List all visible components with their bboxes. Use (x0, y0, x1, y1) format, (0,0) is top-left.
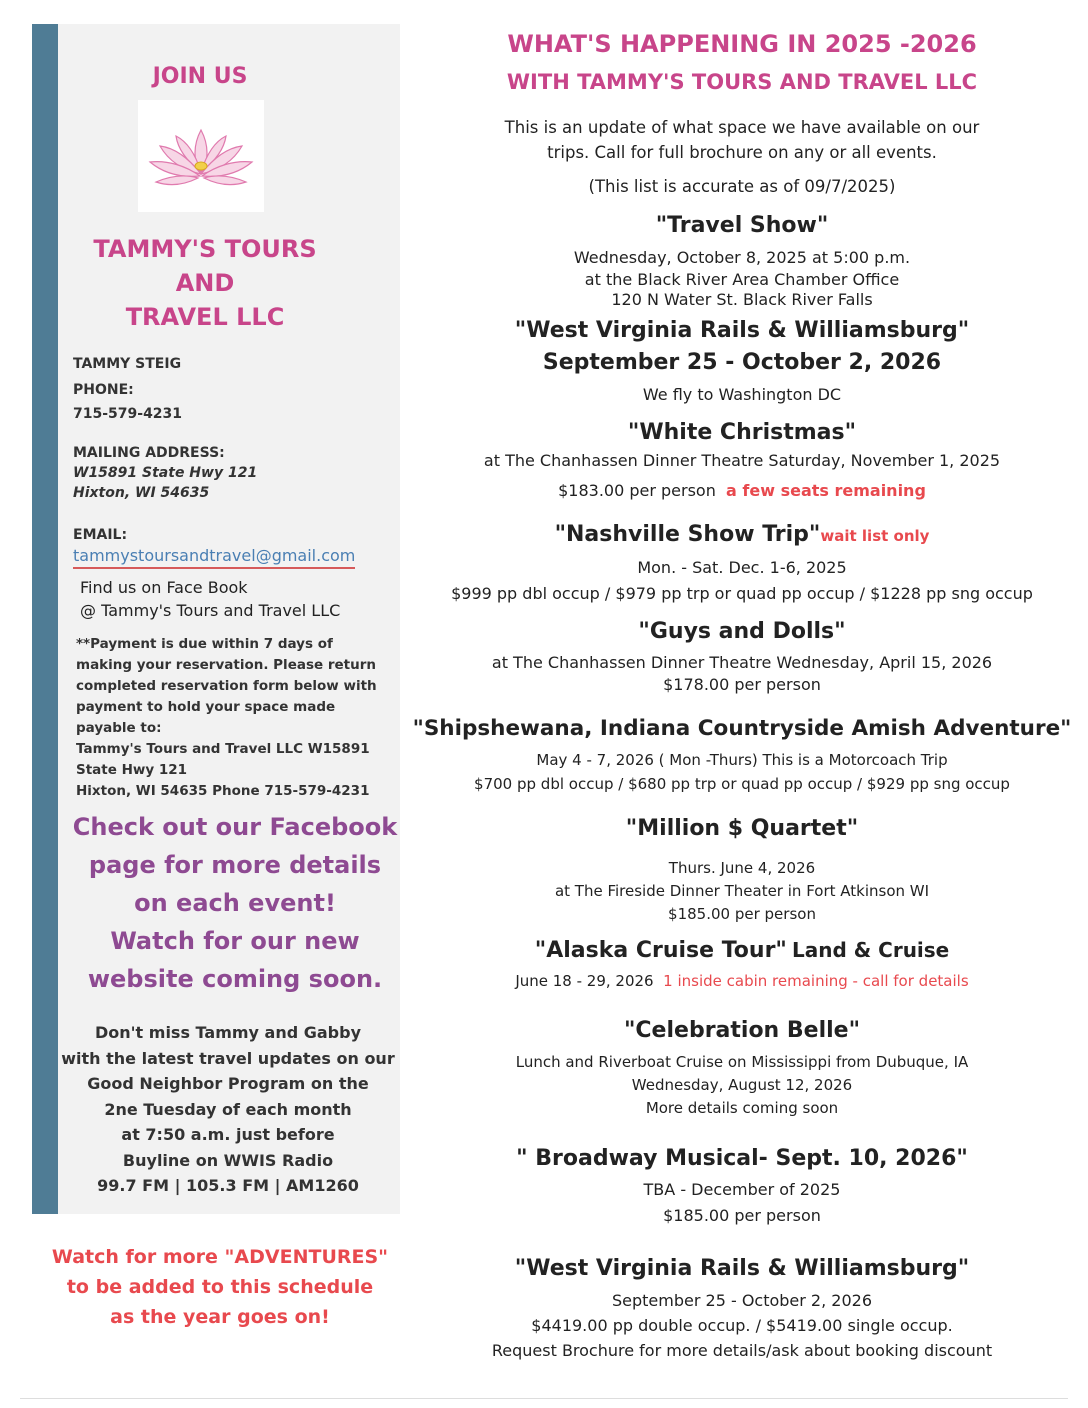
event-title-west-virginia-2: "West Virginia Rails & Williamsburg" (514, 1256, 970, 1281)
event-title-guys-and-dolls: "Guys and Dolls" (638, 619, 846, 644)
facebook-promo (60, 808, 410, 998)
company-name (60, 232, 350, 334)
availability-note: 1 inside cabin remaining - call for details (663, 972, 969, 990)
facebook-info (80, 576, 340, 622)
event-title-million-quartet: "Million $ Quartet" (625, 816, 859, 841)
phone-label: PHONE: (73, 382, 134, 398)
lotus-flower-icon (138, 100, 264, 212)
event-line: at The Chanhassen Dinner Theatre Wednesday, April 15, 2026 (491, 653, 993, 672)
waitlist-note: wait list only (820, 527, 930, 545)
adventure-line: as the year goes on! (110, 1306, 330, 1328)
event-title-text: "Alaska Cruise Tour" (534, 938, 787, 963)
intro-line-1: This is an update of what space we have available on our (504, 118, 980, 137)
event-title-text: "Nashville Show Trip" (554, 522, 821, 547)
event-line: at The Fireside Dinner Theater in Fort Atkinson WI (554, 882, 930, 900)
event-title-celebration-belle: "Celebration Belle" (623, 1018, 861, 1043)
event-line: September 25 - October 2, 2026 (611, 1291, 872, 1310)
event-line (410, 972, 1074, 990)
facebook-line-2: @ Tammy's Tours and Travel LLC (80, 601, 341, 620)
event-dates: June 18 - 29, 2026 (515, 972, 654, 990)
email-label: EMAIL: (73, 527, 128, 543)
radio-line: Buyline on WWIS Radio (122, 1150, 334, 1170)
event-title-white-christmas: "White Christmas" (627, 420, 857, 445)
page-bottom-rule (20, 1398, 1068, 1399)
facebook-line-1: Find us on Face Book (80, 578, 248, 597)
payment-line: State Hwy 121 (76, 762, 188, 778)
join-us-heading: JOIN US (152, 64, 248, 89)
event-price-line (410, 481, 1074, 500)
event-title-alaska (410, 938, 1074, 963)
event-title-shipshewana: "Shipshewana, Indiana Countryside Amish Adventure" (412, 716, 1072, 741)
event-line: Lunch and Riverboat Cruise on Mississippi from Dubuque, IA (515, 1053, 969, 1071)
event-line: We fly to Washington DC (642, 385, 842, 404)
mailing-line-2: Hixton, WI 54635 (73, 485, 210, 501)
event-line: $4419.00 pp double occup. / $5419.00 single occup. (531, 1316, 953, 1335)
event-line: TBA - December of 2025 (643, 1180, 841, 1199)
page-subtitle: WITH TAMMY'S TOURS AND TRAVEL LLC (506, 70, 978, 94)
event-line: Thurs. June 4, 2026 (668, 859, 816, 877)
event-dates-west-virginia: September 25 - October 2, 2026 (542, 350, 942, 375)
contact-name: TAMMY STEIG (73, 356, 182, 372)
payment-line: payment to hold your space made (76, 699, 336, 715)
payment-line: **Payment is due within 7 days of (76, 636, 333, 652)
mailing-label: MAILING ADDRESS: (73, 445, 225, 461)
phone-number: 715-579-4231 (73, 406, 183, 422)
event-line: $178.00 per person (663, 675, 821, 694)
promo-line: Check out our Facebook (72, 813, 398, 841)
radio-line: with the latest travel updates on our (61, 1048, 395, 1068)
radio-info (58, 1020, 398, 1199)
payment-line: Tammy's Tours and Travel LLC W15891 (76, 741, 370, 757)
event-title-west-virginia: "West Virginia Rails & Williamsburg" (514, 318, 970, 343)
event-line: at the Black River Area Chamber Office (584, 270, 900, 289)
payment-line: Hixton, WI 54635 Phone 715-579-4231 (76, 783, 370, 799)
event-subtitle: Land & Cruise (791, 938, 950, 962)
event-line: $700 pp dbl occup / $680 pp trp or quad pp occup / $929 pp sng occup (474, 775, 1010, 793)
sidebar-accent-bar (32, 24, 58, 1214)
event-line: May 4 - 7, 2026 ( Mon -Thurs) This is a Motorcoach Trip (536, 751, 948, 769)
event-line: Request Brochure for more details/ask about booking discount (491, 1341, 993, 1360)
promo-line: website coming soon. (87, 965, 383, 993)
company-name-line-3: TRAVEL LLC (125, 303, 285, 331)
company-name-line-1: TAMMY'S TOURS (93, 235, 317, 263)
event-line: Mon. - Sat. Dec. 1-6, 2025 (637, 558, 847, 577)
radio-line: Good Neighbor Program on the (87, 1074, 369, 1093)
adventure-line: to be added to this schedule (66, 1276, 374, 1298)
payment-line: completed reservation form below with (76, 678, 377, 694)
event-title-nashville (410, 522, 1074, 547)
payment-line: payable to: (76, 720, 162, 736)
event-line: More details coming soon (645, 1099, 839, 1117)
mailing-line-1: W15891 State Hwy 121 (73, 465, 258, 481)
accuracy-note: (This list is accurate as of 09/7/2025) (588, 177, 896, 196)
event-title-broadway: " Broadway Musical- Sept. 10, 2026" (516, 1146, 968, 1171)
event-line: Wednesday, October 8, 2025 at 5:00 p.m. (573, 248, 911, 267)
radio-line: Don't miss Tammy and Gabby (94, 1023, 362, 1042)
event-line: $185.00 per person (668, 905, 816, 923)
adventures-note (36, 1242, 404, 1332)
event-line: 120 N Water St. Black River Falls (611, 290, 873, 309)
page-title: WHAT'S HAPPENING IN 2025 -2026 (507, 30, 977, 58)
event-line: $999 pp dbl occup / $979 pp trp or quad pp occup / $1228 pp sng occup (451, 584, 1033, 603)
radio-line: 2ne Tuesday of each month (104, 1099, 352, 1119)
promo-line: on each event! (134, 889, 336, 917)
adventure-line: Watch for more "ADVENTURES" (51, 1246, 389, 1268)
radio-line: at 7:50 a.m. just before (121, 1125, 335, 1144)
promo-line: Watch for our new (110, 927, 360, 955)
radio-line: 99.7 FM | 105.3 FM | AM1260 (97, 1176, 359, 1195)
email-link[interactable]: tammystoursandtravel@gmail.com (73, 546, 355, 569)
payment-line: making your reservation. Please return (76, 657, 376, 673)
event-title-travel-show: "Travel Show" (655, 213, 829, 238)
promo-line: page for more details (88, 851, 382, 879)
event-line: $185.00 per person (663, 1206, 821, 1225)
availability-note: a few seats remaining (726, 481, 926, 500)
event-line: Wednesday, August 12, 2026 (631, 1076, 853, 1094)
event-line: at The Chanhassen Dinner Theatre Saturday, November 1, 2025 (483, 451, 1001, 470)
company-name-line-2: AND (175, 269, 235, 297)
event-price: $183.00 per person (558, 481, 716, 500)
payment-info (76, 634, 377, 802)
intro-line-2: trips. Call for full brochure on any or all events. (547, 143, 937, 162)
